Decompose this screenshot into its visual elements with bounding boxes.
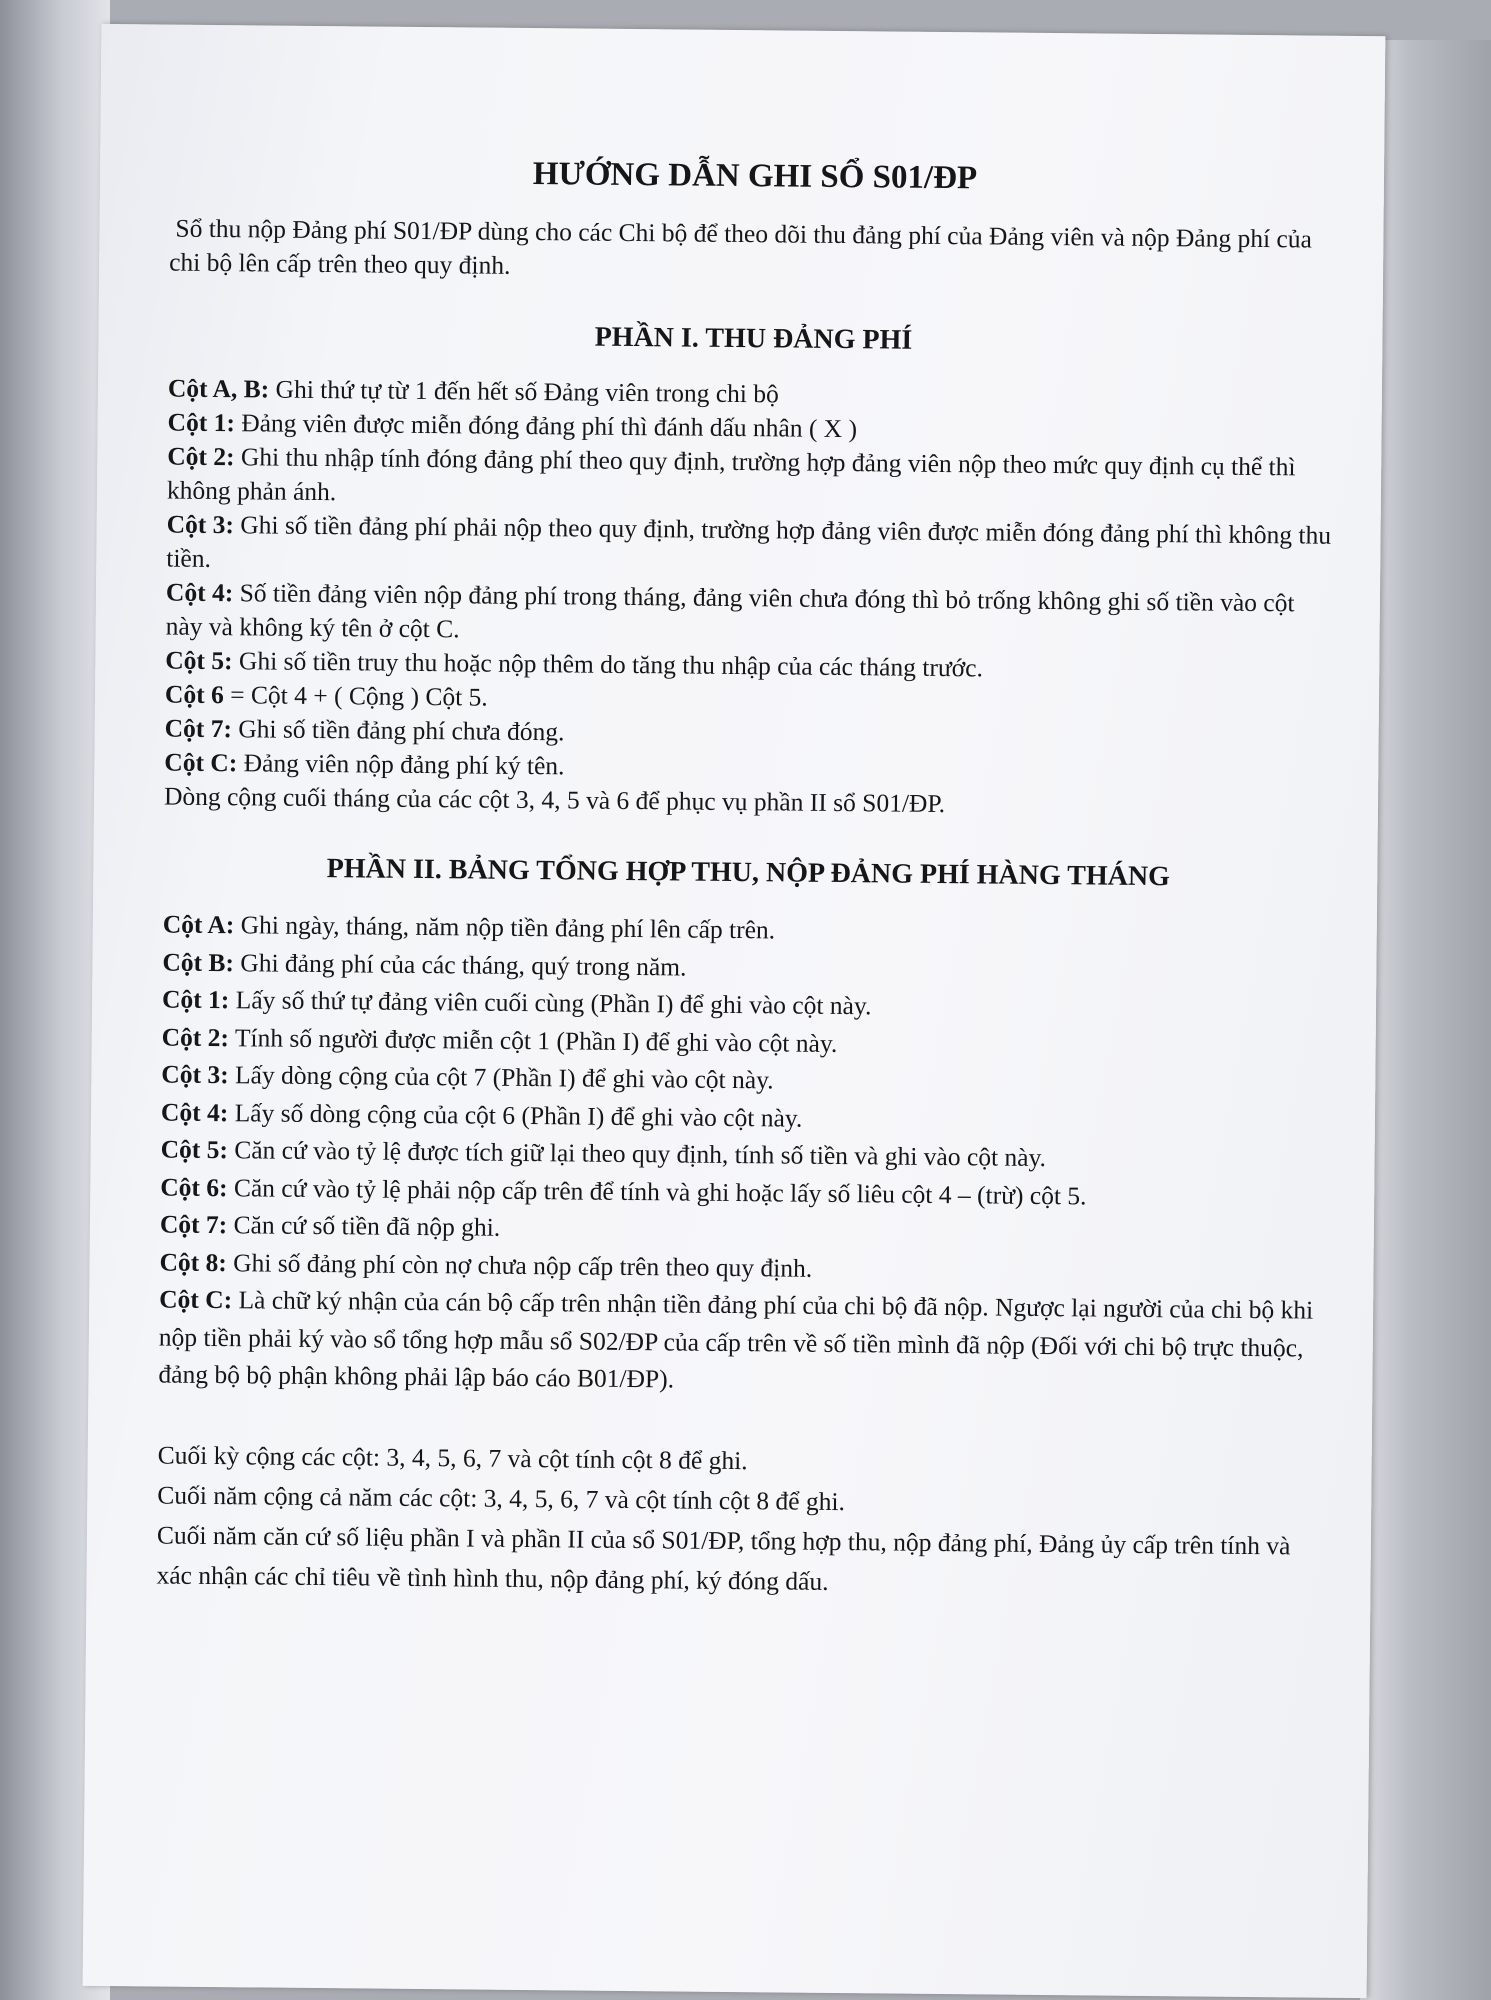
- column-description: Là chữ ký nhận của cán bộ cấp trên nhận tiền đảng phí của chi bộ đã nộp. Ngược lại người của chi bộ khi nộp tiền phải ký vào sổ tổng hợp mẫu sổ S02/ĐP của cấp trên về số tiền mình đã nộp (Đối với chi bộ trực thuộc, đảng bộ bộ phận không phải lập báo cáo B01/ĐP).: [158, 1285, 1314, 1394]
- summary-text: Dòng cộng cuối tháng của các cột 3, 4, 5 và 6 để phục vụ phần II sổ S01/ĐP.: [163, 781, 946, 819]
- column-description: Căn cứ vào tỷ lệ phải nộp cấp trên để tính và ghi hoặc lấy số liêu cột 4 – (trừ) cột 5.: [227, 1172, 1087, 1210]
- column-description: Ghi thứ tự từ 1 đến hết số Đảng viên trong chi bộ: [269, 374, 779, 409]
- column-label: Cột 7:: [159, 1209, 228, 1240]
- column-description: Ghi số tiền đảng phí phải nộp theo quy định, trường hợp đảng viên được miễn đóng đảng phí thì không thu tiền.: [166, 510, 1332, 573]
- part1-item: [167, 440, 1338, 519]
- column-description: Ghi thu nhập tính đóng đảng phí theo quy định, trường hợp đảng viên nộp theo mức quy định cụ thể thì không phản ánh.: [166, 442, 1296, 507]
- column-description: Lấy số thứ tự đảng viên cuối cùng (Phần I) để ghi vào cột này.: [229, 985, 872, 1021]
- part1-item: [166, 576, 1337, 655]
- column-label: Cột 7:: [164, 713, 233, 744]
- part1-list: [164, 372, 1338, 825]
- column-label: Cột 6:: [160, 1172, 228, 1202]
- column-label: Cột 5:: [165, 645, 233, 676]
- part2-heading: PHẦN II. BẢNG TỔNG HỢP THU, NỘP ĐẢNG PHÍ HÀNG THÁNG: [326, 853, 1171, 893]
- closing-note: Cuối kỳ cộng các cột: 3, 4, 5, 6, 7 và cột tính cột 8 để ghi.: [157, 1439, 748, 1475]
- column-label: Cột A:: [162, 909, 235, 940]
- column-label: Cột 3:: [161, 1059, 229, 1090]
- column-description: Đảng viên nộp đảng phí ký tên.: [237, 748, 565, 781]
- part2-list: [158, 906, 1333, 1405]
- part2-item: [158, 1280, 1329, 1404]
- column-description: Tính số người được miễn cột 1 (Phần I) để ghi vào cột này.: [228, 1022, 838, 1058]
- column-description: Căn cứ vào tỷ lệ được tích giữ lại theo quy định, tính số tiền và ghi vào cột này.: [227, 1135, 1047, 1173]
- column-description: Ghi số tiền truy thu hoặc nộp thêm do tăng thu nhập của các tháng trước.: [232, 646, 984, 683]
- column-label: Cột A, B:: [167, 373, 270, 404]
- column-label: Cột B:: [162, 947, 235, 977]
- intro-paragraph: Sổ thu nộp Đảng phí S01/ĐP dùng cho các Chi bộ để theo dõi thu đảng phí của Đảng viên và nộp Đảng phí của chi bộ lên cấp trên theo quy định.: [169, 213, 1313, 280]
- column-label: Cột 2:: [161, 1022, 230, 1052]
- document-page: [83, 24, 1386, 1998]
- column-description: Ghi ngày, tháng, năm nộp tiền đảng phí lên cấp trên.: [234, 910, 776, 945]
- column-label: Cột 8:: [159, 1246, 227, 1277]
- column-description: Lấy dòng cộng của cột 7 (Phần I) để ghi vào cột này.: [228, 1060, 774, 1095]
- document-content: [156, 153, 1340, 1607]
- closing-note: Cuối năm cộng cả năm các cột: 3, 4, 5, 6, 7 và cột tính cột 8 để ghi.: [157, 1479, 846, 1516]
- column-description: Ghi số đảng phí còn nợ chưa nộp cấp trên theo quy định.: [226, 1247, 813, 1283]
- column-label: Cột 3:: [166, 509, 235, 540]
- column-description: Đảng viên được miễn đóng đảng phí thì đánh dấu nhân ( X ): [234, 408, 858, 444]
- column-label: Cột C:: [164, 747, 238, 778]
- column-label: Cột 4:: [165, 577, 234, 608]
- column-label: Cột 5:: [160, 1134, 229, 1165]
- column-description: Ghi đảng phí của các tháng, quý trong năm.: [233, 947, 687, 982]
- column-label: Cột 1:: [161, 984, 230, 1015]
- column-description: Số tiền đảng viên nộp đảng phí trong tháng, đảng viên chưa đóng thì bỏ trống không ghi số tiền vào cột này và không ký tên ở cột C.: [165, 578, 1295, 644]
- column-description: = Cột 4 + ( Cộng ) Cột 5.: [223, 680, 488, 712]
- column-label: Cột C:: [159, 1284, 233, 1315]
- column-description: Căn cứ số tiền đã nộp ghi.: [227, 1210, 501, 1242]
- column-description: Ghi số tiền đảng phí chưa đóng.: [231, 714, 565, 747]
- closing-notes: [156, 1435, 1327, 1606]
- column-label: Cột 6: [164, 679, 224, 710]
- column-description: Lấy số dòng cộng của cột 6 (Phần I) để ghi vào cột này.: [228, 1097, 803, 1133]
- document-title: HƯỚNG DẪN GHI SỔ S01/ĐP: [532, 156, 978, 197]
- column-label: Cột 2:: [167, 441, 235, 472]
- column-label: Cột 1:: [167, 407, 236, 438]
- column-label: Cột 4:: [160, 1097, 229, 1127]
- part1-heading: PHẦN I. THU ĐẢNG PHÍ: [594, 321, 913, 356]
- part1-item: [166, 508, 1337, 587]
- closing-note: Cuối năm căn cứ số liệu phần I và phần II của sổ S01/ĐP, tổng hợp thu, nộp đảng phí, Đảng ủy cấp trên tính và xác nhận các chỉ tiêu về tình hình thu, nộp đảng phí, ký đóng dấu.: [156, 1519, 1291, 1596]
